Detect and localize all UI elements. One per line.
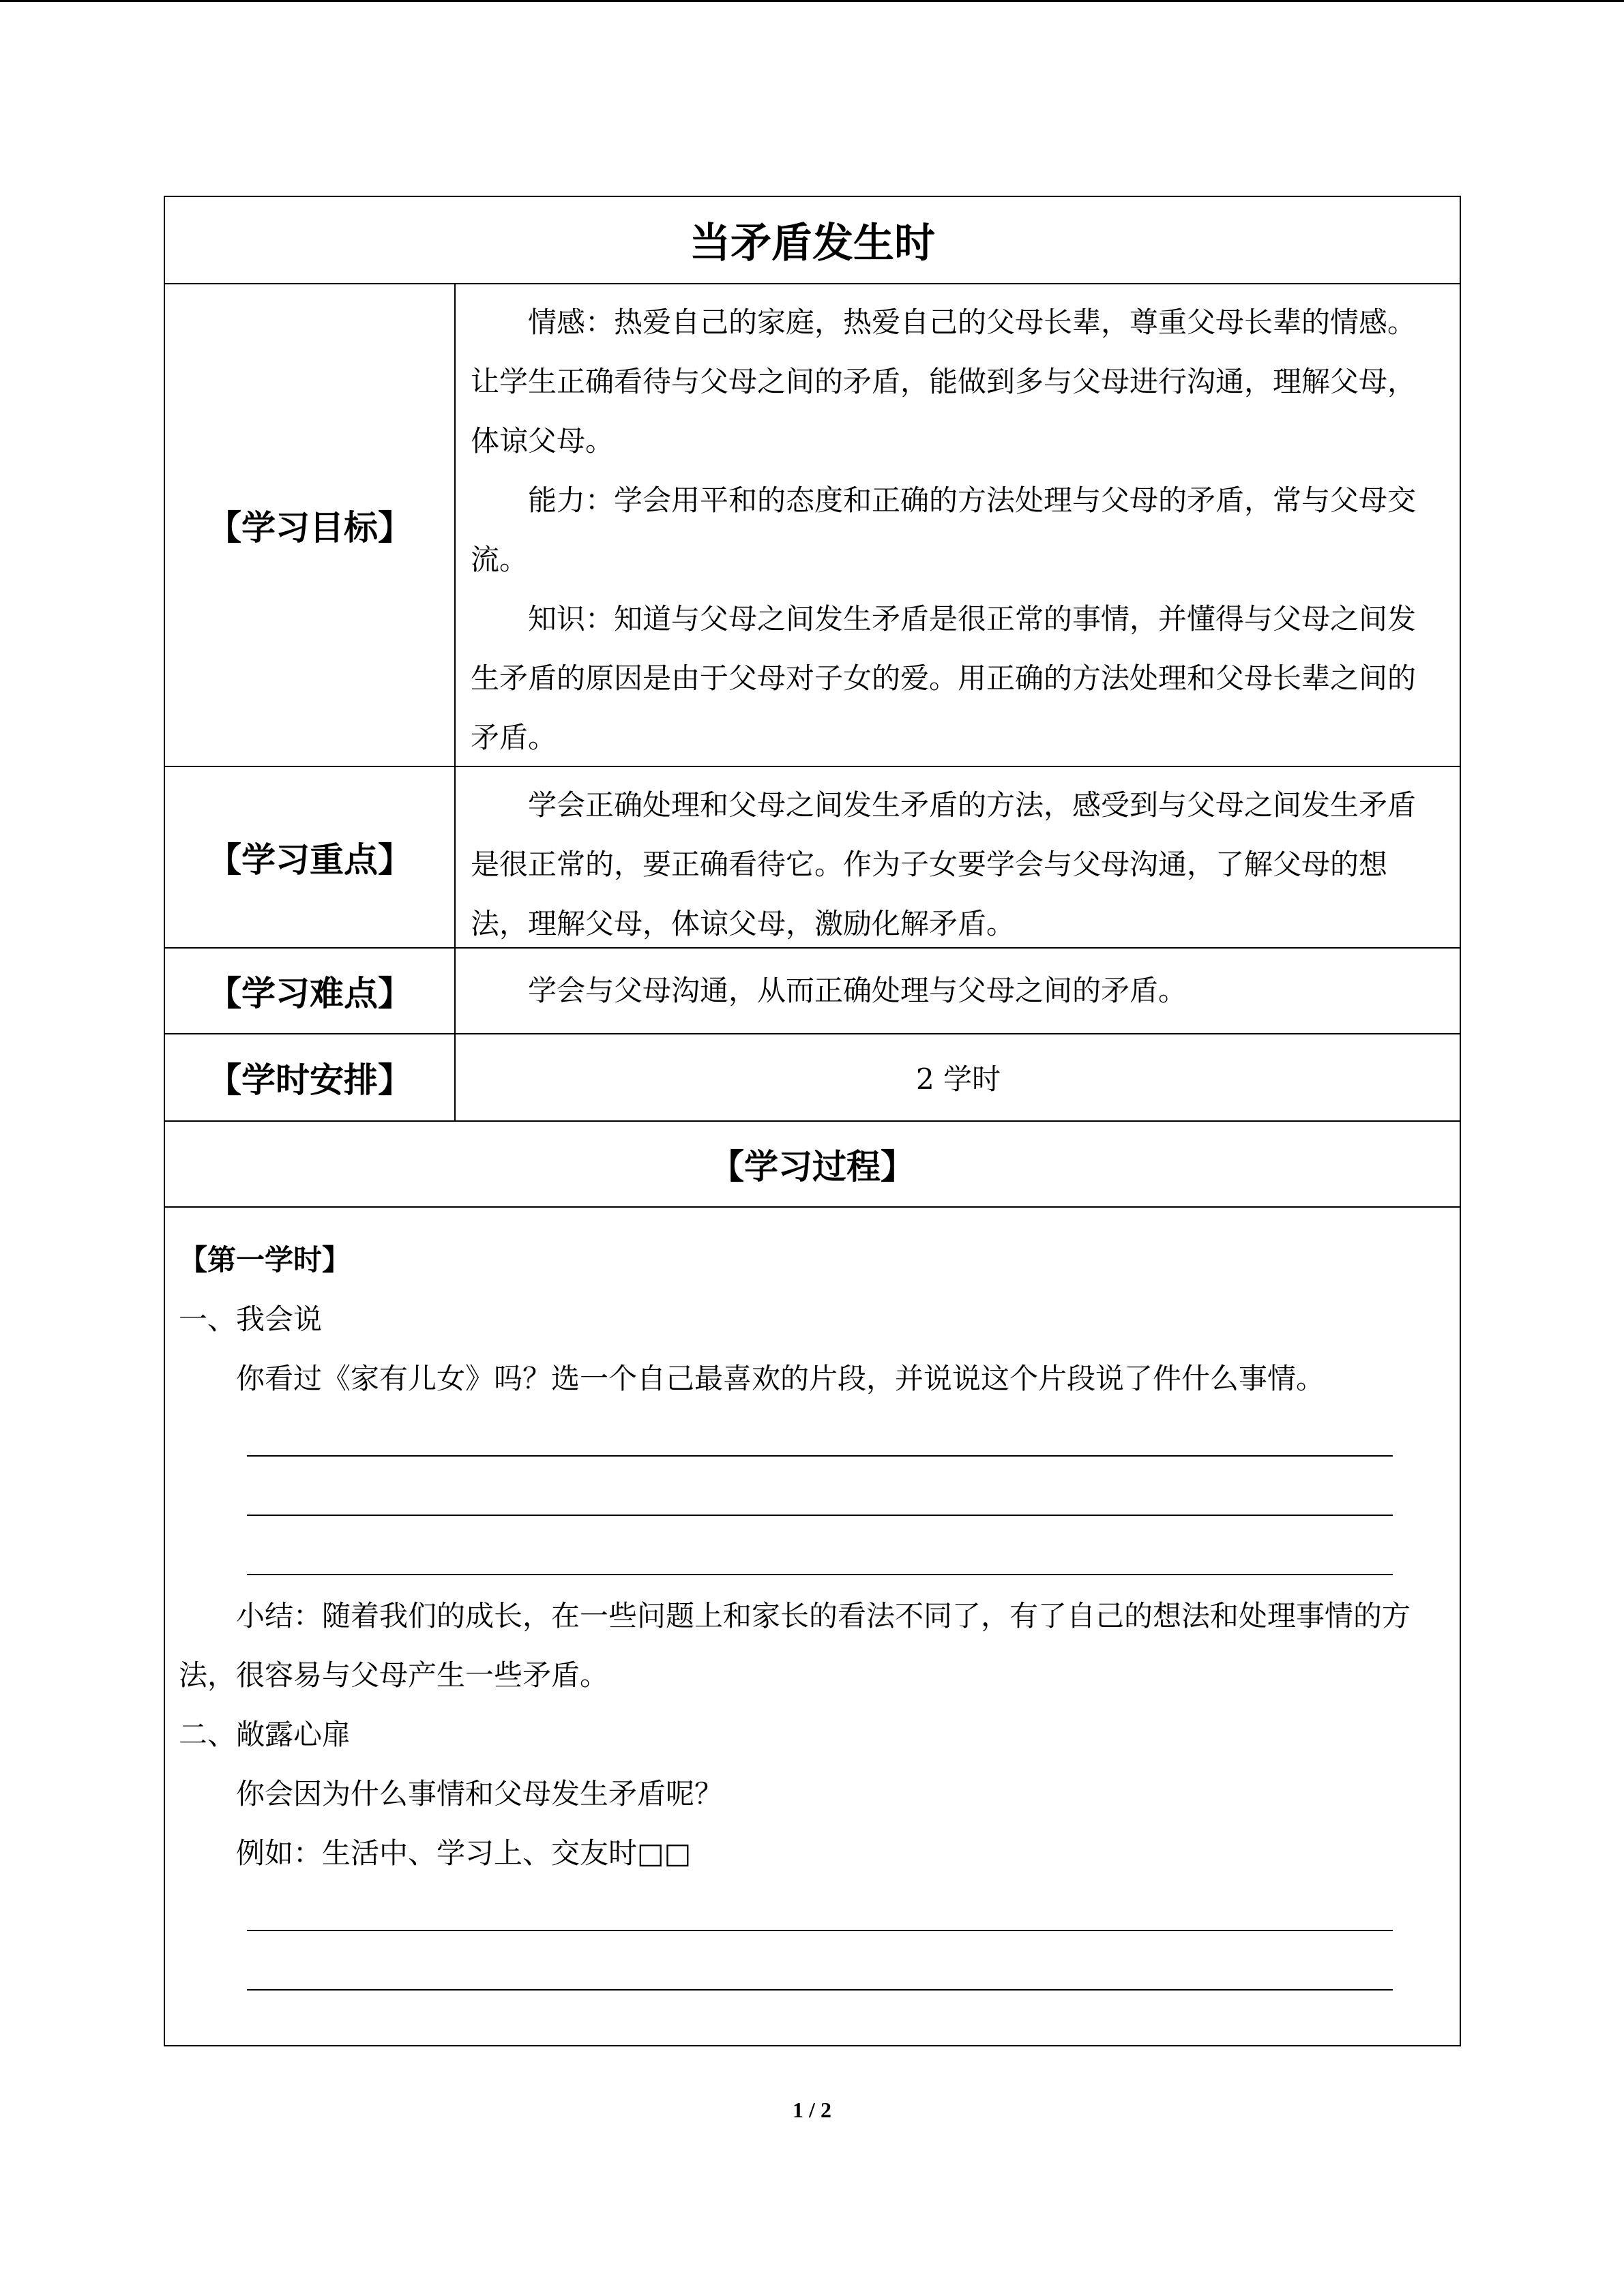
answer-line[interactable] bbox=[179, 1527, 1447, 1586]
focus-text: 学会正确处理和父母之间发生矛盾的方法，感受到与父母之间发生矛盾是很正常的，要正确看待它。作为子女要学会与父母沟通，了解父母的想法，理解父母，体谅父母，激励化解矛盾。 bbox=[471, 788, 1417, 940]
goals-ability: 能力：学会用平和的态度和正确的方法处理与父母的矛盾，常与父母交流。 bbox=[471, 483, 1417, 576]
row-divider bbox=[165, 1206, 1460, 1208]
difficulty-content bbox=[471, 961, 1439, 1020]
schedule-label: 【学时安排】 bbox=[207, 1060, 412, 1100]
difficulty-label: 【学习难点】 bbox=[207, 974, 412, 1013]
focus-label: 【学习重点】 bbox=[207, 840, 412, 880]
page-top-border bbox=[0, 0, 1624, 2]
lesson-one-heading: 【第一学时】 bbox=[179, 1243, 351, 1277]
section-two-example: 例如：生活中、学习上、交友时□□ bbox=[236, 1836, 692, 1870]
answer-line[interactable] bbox=[179, 1467, 1447, 1527]
summary-text: 小结：随着我们的成长，在一些问题上和家长的看法不同了，有了自己的想法和处理事情的方法，很容易与父母产生一些矛盾。 bbox=[179, 1599, 1411, 1692]
process-content bbox=[179, 1230, 1447, 2001]
answer-line[interactable] bbox=[179, 1408, 1447, 1467]
section-two-prompt: 你会因为什么事情和父母发生矛盾呢？ bbox=[236, 1777, 724, 1810]
section-one-prompt: 你看过《家有儿女》吗？选一个自己最喜欢的片段，并说说这个片段说了件什么事情。 bbox=[236, 1362, 1325, 1395]
section-one-title: 一、我会说 bbox=[179, 1302, 323, 1336]
lesson-plan-table bbox=[164, 196, 1461, 2046]
goals-knowledge: 知识：知道与父母之间发生矛盾是很正常的事情，并懂得与父母之间发生矛盾的原因是由于父母对子女的爱。用正确的方法处理和父母长辈之间的矛盾。 bbox=[471, 602, 1417, 754]
difficulty-text: 学会与父母沟通，从而正确处理与父母之间的矛盾。 bbox=[528, 974, 1187, 1007]
column-divider bbox=[454, 283, 456, 1120]
answer-line[interactable] bbox=[179, 1883, 1447, 1942]
schedule-value: 2 学时 bbox=[915, 1062, 1001, 1096]
page-number: 1 / 2 bbox=[793, 2098, 831, 2122]
process-heading: 【学习过程】 bbox=[710, 1147, 915, 1187]
answer-line[interactable] bbox=[179, 1942, 1447, 2001]
focus-content bbox=[471, 775, 1439, 953]
goals-emotion: 情感：热爱自己的家庭，热爱自己的父母长辈，尊重父母长辈的情感。让学生正确看待与父母之间的矛盾，能做到多与父母进行沟通，理解父母，体谅父母。 bbox=[471, 305, 1417, 458]
page-title: 当矛盾发生时 bbox=[690, 220, 935, 267]
goals-label: 【学习目标】 bbox=[207, 508, 412, 548]
section-two-title: 二、敞露心扉 bbox=[179, 1718, 351, 1751]
goals-content bbox=[471, 293, 1439, 767]
